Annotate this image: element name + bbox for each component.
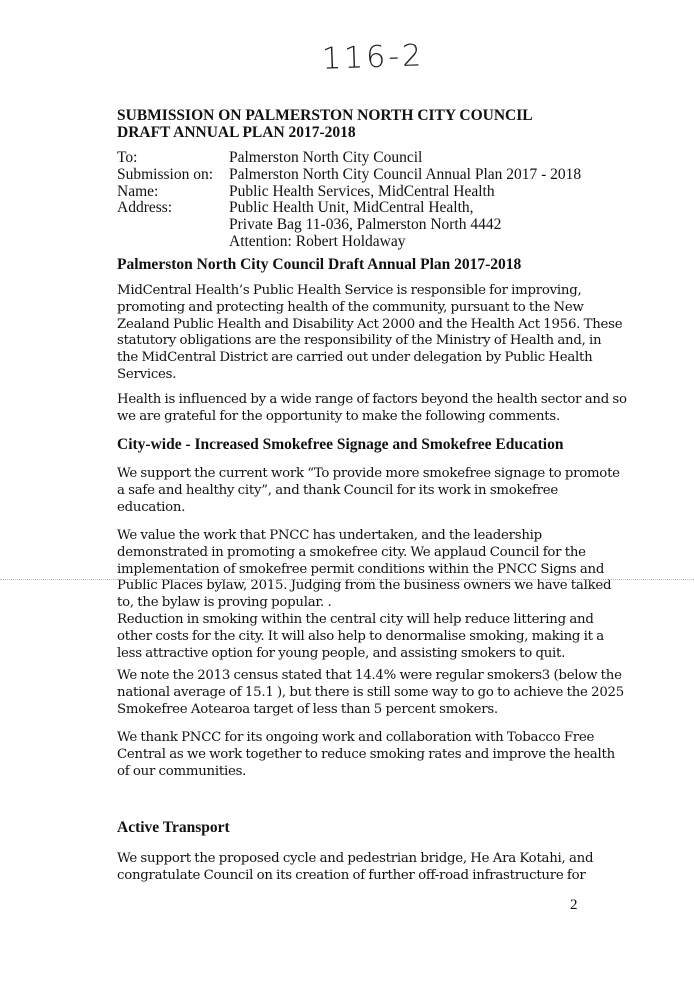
- address-row: [117, 184, 581, 201]
- paragraph-public-health-service: [117, 283, 623, 384]
- text-line: other costs for the city. It will also help to denormalise smoking, making it a: [117, 628, 604, 644]
- address-value: Private Bag 11-036, Palmerston North 4442: [229, 216, 502, 234]
- address-block: [117, 150, 581, 251]
- text-line: Central as we work together to reduce smoking rates and improve the health: [117, 746, 615, 762]
- text-line: We support the current work “To provide more smokefree signage to promote: [117, 466, 620, 481]
- address-label: [117, 234, 229, 251]
- heading-draft-annual-plan: Palmerston North City Council Draft Annual Plan 2017-2018: [117, 256, 522, 273]
- paragraph-pncc-leadership: [117, 528, 612, 662]
- handwritten-reference: 116-2: [321, 38, 425, 77]
- address-label: To:: [117, 149, 138, 166]
- title-line-1: SUBMISSION ON PALMERSTON NORTH CITY COUNCIL: [117, 107, 533, 124]
- scan-artifact-line: [0, 579, 694, 580]
- text-line: promoting and protecting health of the community, pursuant to the New: [117, 299, 584, 315]
- address-value: Palmerston North City Council: [229, 149, 423, 166]
- text-line: Smokefree Aotearoa target of less than 5 percent smokers.: [117, 701, 498, 717]
- text-line: demonstrated in promoting a smokefree city. We applaud Council for the: [117, 544, 586, 560]
- paragraph-cycle-bridge: [117, 851, 594, 885]
- text-line: We thank PNCC for its ongoing work and collaboration with Tobacco Free: [117, 730, 595, 745]
- document-title: [117, 107, 587, 141]
- text-line: Services.: [117, 366, 177, 382]
- heading-smokefree: City-wide - Increased Smokefree Signage and Smokefree Education: [117, 436, 564, 453]
- paragraph-health-factors: [117, 392, 627, 426]
- text-line: We value the work that PNCC has undertaken, and the leadership: [117, 528, 542, 543]
- address-value: Public Health Unit, MidCentral Health,: [229, 199, 474, 217]
- text-line: we are grateful for the opportunity to make the following comments.: [117, 408, 560, 424]
- paragraph-tobacco-free-central: [117, 730, 615, 780]
- text-line: education.: [117, 499, 186, 515]
- address-row: [117, 167, 581, 184]
- paragraph-census-smokers: [117, 668, 624, 718]
- text-line: Public Places bylaw, 2015. Judging from the business owners we have talked: [117, 578, 612, 594]
- address-row: [117, 217, 581, 234]
- text-line: Health is influenced by a wide range of factors beyond the health sector and so: [117, 392, 627, 407]
- title-line-2: DRAFT ANNUAL PLAN 2017-2018: [117, 124, 356, 141]
- text-line: a safe and healthy city”, and thank Council for its work in smokefree: [117, 482, 558, 498]
- address-row: [117, 150, 581, 167]
- text-line: less attractive option for young people, and assisting smokers to quit.: [117, 645, 566, 661]
- paragraph-smokefree-signage: [117, 466, 620, 516]
- address-label: Address:: [117, 199, 173, 217]
- text-line: MidCentral Health’s Public Health Service is responsible for improving,: [117, 283, 582, 298]
- text-line: implementation of smokefree permit conditions within the PNCC Signs and: [117, 561, 605, 577]
- address-value: Attention: Robert Holdaway: [229, 232, 406, 250]
- address-label: Submission on:: [117, 165, 214, 183]
- text-line: We note the 2013 census stated that 14.4% were regular smokers3 (below the: [117, 668, 622, 683]
- heading-active-transport: Active Transport: [117, 819, 230, 836]
- text-line: congratulate Council on its creation of further off-road infrastructure for: [117, 867, 586, 883]
- text-line: statutory obligations are the responsibility of the Ministry of Health and, in: [117, 333, 602, 349]
- address-value: Palmerston North City Council Annual Plan 2017 - 2018: [229, 165, 582, 183]
- address-row: [117, 200, 581, 217]
- text-line: of our communities.: [117, 763, 247, 779]
- text-line: Zealand Public Health and Disability Act 2000 and the Health Act 1956. These: [117, 316, 623, 332]
- text-line: We support the proposed cycle and pedestrian bridge, He Ara Kotahi, and: [117, 851, 594, 866]
- address-label: Name:: [117, 182, 159, 200]
- text-line: Reduction in smoking within the central city will help reduce littering and: [117, 611, 594, 627]
- text-line: the MidCentral District are carried out under delegation by Public Health: [117, 350, 593, 366]
- text-line: to, the bylaw is proving popular. .: [117, 595, 332, 611]
- address-value: Public Health Services, MidCentral Health: [229, 182, 495, 200]
- page-number: 2: [570, 897, 578, 913]
- address-row: [117, 234, 581, 251]
- text-line: national average of 15.1 ), but there is still some way to go to achieve the 2025: [117, 684, 624, 700]
- address-label: [117, 217, 229, 234]
